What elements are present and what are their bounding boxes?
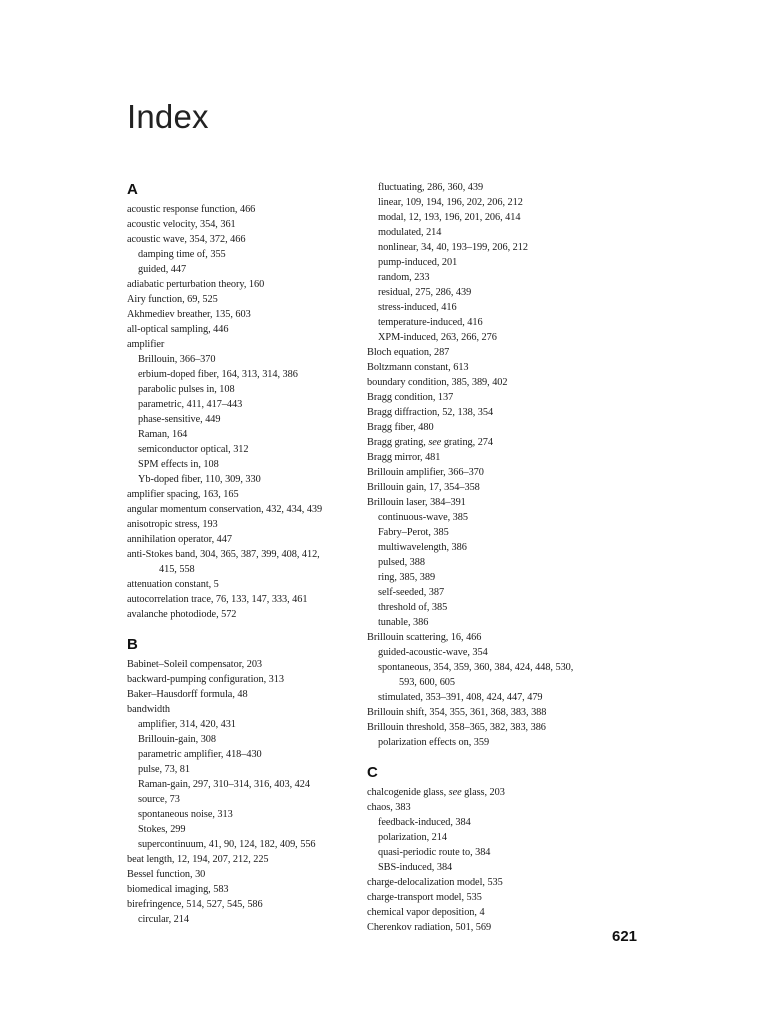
index-subentry: amplifier, 314, 420, 431: [138, 719, 236, 730]
index-subentry: fluctuating, 286, 360, 439: [378, 182, 484, 193]
index-subentry: stress-induced, 416: [378, 302, 457, 313]
index-column-right: [367, 180, 637, 935]
index-entry: acoustic response function, 466: [127, 204, 256, 215]
index-subentry: nonlinear, 34, 40, 193–199, 206, 212: [378, 242, 528, 253]
index-subentry: self-seeded, 387: [378, 587, 445, 598]
index-entry: Brillouin shift, 354, 355, 361, 368, 383, 388: [367, 707, 547, 718]
index-subentry: random, 233: [378, 272, 430, 283]
index-entry: backward-pumping configuration, 313: [127, 674, 284, 685]
index-subentry: pulsed, 388: [378, 557, 425, 568]
index-subentry: Fabry–Perot, 385: [378, 527, 449, 538]
index-subentry: Yb-doped fiber, 110, 309, 330: [138, 474, 261, 485]
index-subentry: Brillouin, 366–370: [138, 354, 216, 365]
index-subentry: continuous-wave, 385: [378, 512, 468, 523]
index-entry: anisotropic stress, 193: [127, 519, 218, 530]
index-subentry: guided-acoustic-wave, 354: [378, 647, 488, 658]
index-subentry: Raman, 164: [138, 429, 188, 440]
index-subentry: SBS-induced, 384: [378, 862, 453, 873]
index-entry: Brillouin threshold, 358–365, 382, 383, 386: [367, 722, 546, 733]
index-entry-continuation: 593, 600, 605: [399, 677, 455, 688]
index-subentry: modal, 12, 193, 196, 201, 206, 414: [378, 212, 521, 223]
entry-text: Bragg grating,: [367, 437, 429, 448]
index-subentry: modulated, 214: [378, 227, 442, 238]
index-entry: adiabatic perturbation theory, 160: [127, 279, 265, 290]
index-entry: Brillouin gain, 17, 354–358: [367, 482, 480, 493]
see-reference: see: [448, 787, 462, 798]
index-entry: Bragg mirror, 481: [367, 452, 441, 463]
index-subentry: tunable, 386: [378, 617, 429, 628]
see-reference: see: [428, 437, 442, 448]
index-column-left: [127, 180, 397, 927]
index-subentry: phase-sensitive, 449: [138, 414, 221, 425]
index-subentry: Brillouin-gain, 308: [138, 734, 216, 745]
index-entry: anti-Stokes band, 304, 365, 387, 399, 408, 412,: [127, 549, 320, 560]
index-subentry: threshold of, 385: [378, 602, 448, 613]
section-letter: A: [127, 181, 138, 198]
index-entry: Brillouin scattering, 16, 466: [367, 632, 482, 643]
index-entry: Bragg fiber, 480: [367, 422, 434, 433]
index-subentry: spontaneous, 354, 359, 360, 384, 424, 448, 530,: [378, 662, 574, 673]
index-subentry: pulse, 73, 81: [138, 764, 190, 775]
index-subentry: spontaneous noise, 313: [138, 809, 233, 820]
entry-text-after: grating, 274: [441, 437, 493, 448]
index-entry: Bragg diffraction, 52, 138, 354: [367, 407, 494, 418]
index-entry: biomedical imaging, 583: [127, 884, 229, 895]
index-entry: all-optical sampling, 446: [127, 324, 229, 335]
index-subentry: SPM effects in, 108: [138, 459, 219, 470]
index-subentry: parabolic pulses in, 108: [138, 384, 235, 395]
index-entry: acoustic velocity, 354, 361: [127, 219, 236, 230]
index-entry: autocorrelation trace, 76, 133, 147, 333, 461: [127, 594, 308, 605]
index-subentry: polarization, 214: [378, 832, 447, 843]
index-entry: Brillouin amplifier, 366–370: [367, 467, 484, 478]
index-entry: Babinet–Soleil compensator, 203: [127, 659, 263, 670]
index-subentry: source, 73: [138, 794, 180, 805]
index-subentry: residual, 275, 286, 439: [378, 287, 472, 298]
index-entry: amplifier: [127, 339, 165, 350]
index-subentry: ring, 385, 389: [378, 572, 436, 583]
index-subentry: Raman-gain, 297, 310–314, 316, 403, 424: [138, 779, 310, 790]
index-entry: Bessel function, 30: [127, 869, 206, 880]
index-subentry: polarization effects on, 359: [378, 737, 490, 748]
section-letter: B: [127, 636, 138, 653]
index-subentry: parametric amplifier, 418–430: [138, 749, 262, 760]
index-entry: Airy function, 69, 525: [127, 294, 218, 305]
index-subentry: circular, 214: [138, 914, 189, 925]
index-entry: Baker–Hausdorff formula, 48: [127, 689, 248, 700]
index-entry: annihilation operator, 447: [127, 534, 232, 545]
index-entry: Bragg condition, 137: [367, 392, 454, 403]
index-entry: chaos, 383: [367, 802, 411, 813]
index-subentry: temperature-induced, 416: [378, 317, 483, 328]
index-entry: boundary condition, 385, 389, 402: [367, 377, 508, 388]
index-entry: Boltzmann constant, 613: [367, 362, 469, 373]
index-entry: birefringence, 514, 527, 545, 586: [127, 899, 263, 910]
index-subentry: XPM-induced, 263, 266, 276: [378, 332, 497, 343]
index-subentry: pump-induced, 201: [378, 257, 458, 268]
index-entry: avalanche photodiode, 572: [127, 609, 237, 620]
index-subentry: semiconductor optical, 312: [138, 444, 249, 455]
index-entry: chemical vapor deposition, 4: [367, 907, 485, 918]
index-entry: Cherenkov radiation, 501, 569: [367, 922, 492, 933]
index-subentry: guided, 447: [138, 264, 187, 275]
entry-text-after: glass, 203: [461, 787, 505, 798]
index-entry: angular momentum conservation, 432, 434, 439: [127, 504, 323, 515]
index-entry: acoustic wave, 354, 372, 466: [127, 234, 246, 245]
index-subentry: supercontinuum, 41, 90, 124, 182, 409, 556: [138, 839, 316, 850]
index-entry: [367, 785, 637, 800]
index-subentry: linear, 109, 194, 196, 202, 206, 212: [378, 197, 523, 208]
index-entry: [367, 435, 637, 450]
index-subentry: quasi-periodic route to, 384: [378, 847, 491, 858]
index-subentry: parametric, 411, 417–443: [138, 399, 243, 410]
index-entry: attenuation constant, 5: [127, 579, 219, 590]
index-entry: charge-transport model, 535: [367, 892, 482, 903]
index-entry: Bloch equation, 287: [367, 347, 450, 358]
index-subentry: erbium-doped fiber, 164, 313, 314, 386: [138, 369, 298, 380]
index-subentry: multiwavelength, 386: [378, 542, 467, 553]
index-entry: beat length, 12, 194, 207, 212, 225: [127, 854, 269, 865]
index-subentry: stimulated, 353–391, 408, 424, 447, 479: [378, 692, 543, 703]
index-entry: charge-delocalization model, 535: [367, 877, 503, 888]
index-subentry: damping time of, 355: [138, 249, 226, 260]
index-entry: Akhmediev breather, 135, 603: [127, 309, 251, 320]
section-letter: C: [367, 764, 378, 781]
page-number: 621: [612, 928, 638, 945]
index-entry: Brillouin laser, 384–391: [367, 497, 466, 508]
page-title: Index: [127, 98, 209, 135]
index-subentry: Stokes, 299: [138, 824, 186, 835]
index-entry-continuation: 415, 558: [159, 564, 195, 575]
index-entry: amplifier spacing, 163, 165: [127, 489, 239, 500]
index-subentry: feedback-induced, 384: [378, 817, 471, 828]
entry-text: chalcogenide glass,: [367, 787, 449, 798]
index-entry: bandwidth: [127, 704, 171, 715]
